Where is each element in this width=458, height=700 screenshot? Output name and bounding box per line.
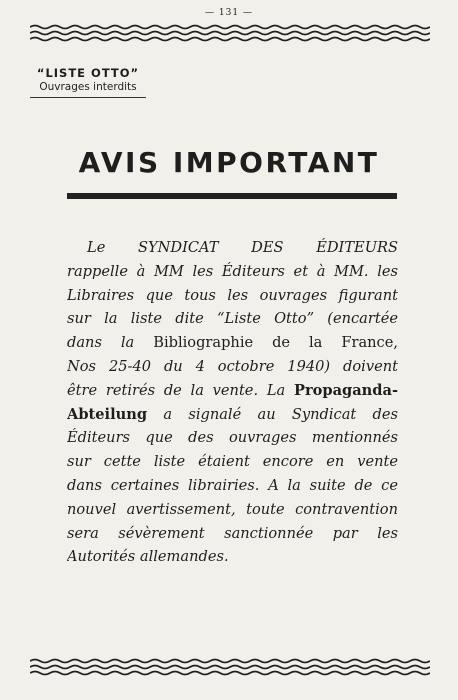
header-title: “LISTE OTTO” (36, 66, 140, 80)
body-line: Libraires que tous les ouvrages figurant (67, 286, 398, 304)
headline-rule (67, 193, 397, 199)
body-line: sur la liste dite “Liste Otto” (encartée (67, 310, 398, 328)
body-line (67, 355, 398, 379)
propaganda-term: Propaganda- (293, 381, 398, 399)
wave-border-bottom (30, 658, 430, 676)
body-line (67, 403, 398, 427)
body-line: sera sévèrement sanctionnée par les (67, 524, 398, 542)
page-number: — 131 — (205, 8, 253, 18)
bibliographie-title: Bibliographie de la France, (153, 334, 398, 352)
body-line: nouvel avertissement, toute contravention (67, 500, 398, 518)
header-label (30, 66, 146, 98)
headline: AVIS IMPORTANT (78, 146, 380, 179)
body-fragment: a signalé au Syndicat des (163, 405, 398, 423)
body-line: rappelle à MM les Éditeurs et à MM. les (67, 262, 398, 280)
body-line: Autorités allemandes. (67, 548, 229, 566)
body-line: dans certaines librairies. A la suite de ce (67, 476, 398, 494)
wave-border-top (30, 24, 430, 42)
header-subtitle: Ouvrages interdits (30, 80, 146, 98)
body-line (67, 331, 398, 355)
abteilung-term: Abteilung (67, 405, 148, 423)
body-fragment: Nos 25-40 du 4 octobre 1940) (67, 357, 331, 375)
notice-body (67, 236, 398, 569)
body-fragment: dans la (67, 334, 135, 352)
body-line: sur cette liste étaient encore en vente (67, 453, 398, 471)
body-line: Le SYNDICAT DES ÉDITEURS (87, 239, 398, 256)
body-line: Éditeurs que des ouvrages mentionnés (67, 429, 398, 447)
body-fragment: être retirés de la vente. La (67, 381, 286, 399)
body-fragment: doivent (343, 357, 398, 375)
body-line (67, 379, 398, 403)
